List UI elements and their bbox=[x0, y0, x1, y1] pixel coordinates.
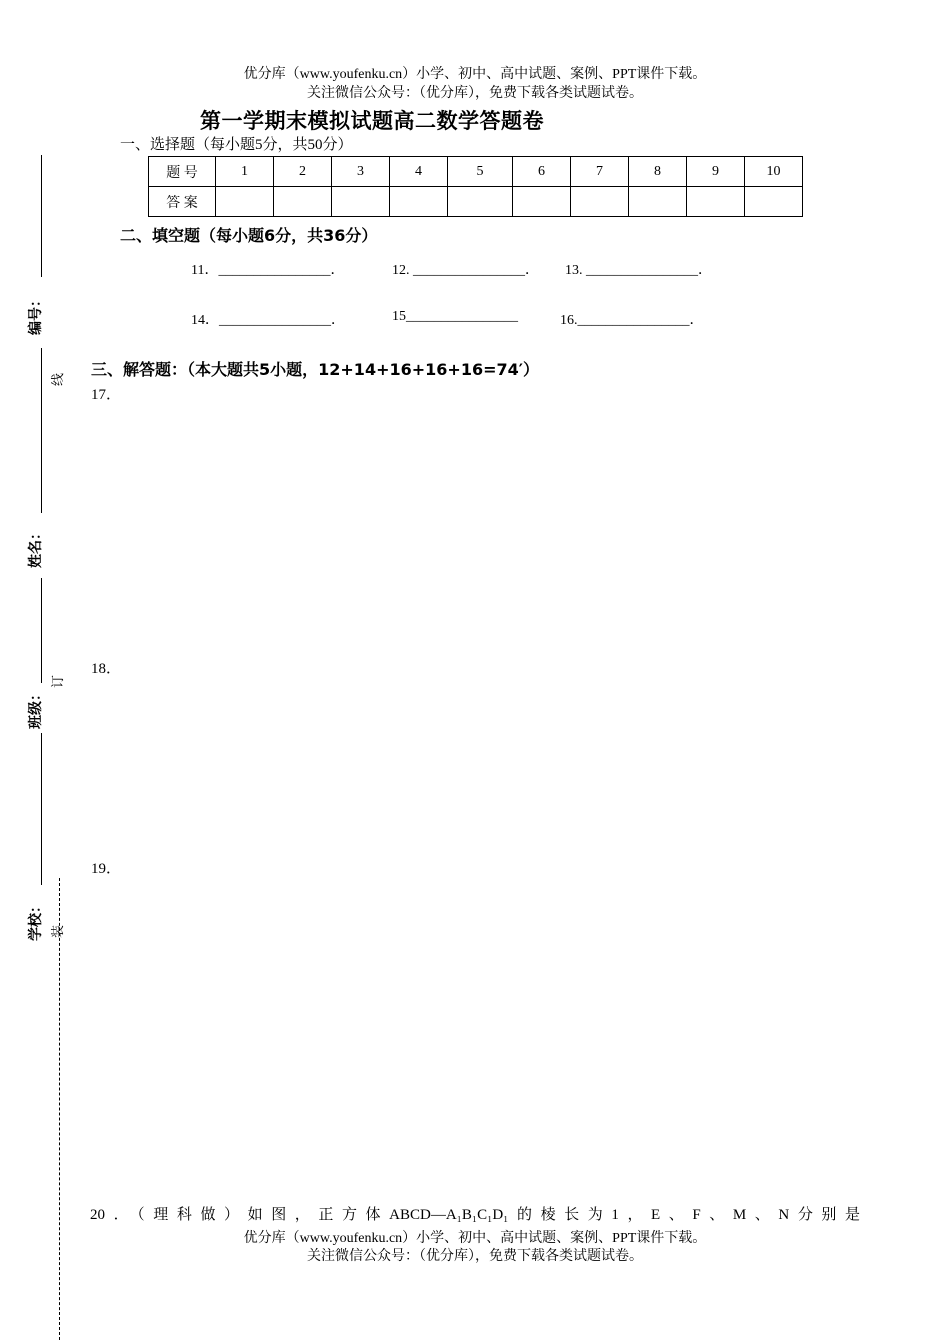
answer-cell[interactable] bbox=[745, 187, 803, 217]
question-number: 3 bbox=[332, 157, 390, 187]
binding-line bbox=[41, 578, 42, 683]
row-label-answer: 答 案 bbox=[149, 187, 216, 217]
answer-cell[interactable] bbox=[448, 187, 513, 217]
page-title: 第一学期末模拟试题高二数学答题卷 bbox=[200, 109, 544, 133]
answer-cell[interactable] bbox=[216, 187, 274, 217]
answer-cell[interactable] bbox=[390, 187, 448, 217]
table-row-answers bbox=[149, 187, 803, 217]
row-label-question: 题 号 bbox=[149, 157, 216, 187]
question-number: 10 bbox=[745, 157, 803, 187]
question-17: 17． bbox=[91, 387, 122, 403]
binding-line bbox=[41, 155, 42, 277]
question-number: 8 bbox=[629, 157, 687, 187]
class-label: 班级： bbox=[28, 687, 44, 729]
school-label: 学校： bbox=[28, 899, 44, 941]
blank-16[interactable]: 16.________________． bbox=[560, 313, 704, 328]
answer-cell[interactable] bbox=[629, 187, 687, 217]
question-number: 9 bbox=[687, 157, 745, 187]
blank-14[interactable]: 14．________________． bbox=[191, 313, 345, 328]
header-line-2: 关注微信公众号：（优分库），免费下载各类试题试卷。 bbox=[307, 86, 643, 101]
footer-line-1: 优分库（www.youfenku.cn）小学、初中、高中试题、案例、PPT课件下载。 bbox=[243, 1231, 707, 1246]
answer-cell[interactable] bbox=[687, 187, 745, 217]
binding-dashed-line bbox=[59, 878, 60, 1340]
ding-mark: 订 bbox=[50, 674, 66, 689]
name-label: 姓名： bbox=[28, 526, 44, 568]
question-number: 4 bbox=[390, 157, 448, 187]
question-20: 20．（理科做）如图，正方体ABCD—A₁B₁C₁D₁的棱长为1，E、F、M、N分别是 bbox=[90, 1207, 860, 1223]
section1-heading: 一、选择题（每小题5分，共50分） bbox=[120, 137, 353, 153]
section2-heading: 二、填空题（每小题6分，共36分） bbox=[120, 226, 378, 245]
zhuang-mark: 装 bbox=[50, 924, 66, 939]
question-19: 19． bbox=[91, 861, 122, 877]
question-number: 7 bbox=[571, 157, 629, 187]
section3-heading: 三、解答题：（本大题共5小题，12+14+16+16+16=74′） bbox=[91, 360, 539, 379]
answer-table bbox=[148, 156, 803, 217]
binding-line bbox=[41, 348, 42, 513]
table-row-numbers bbox=[149, 157, 803, 187]
question-18: 18． bbox=[91, 661, 122, 677]
binding-line bbox=[41, 733, 42, 885]
blank-15[interactable]: 15________________ bbox=[392, 309, 518, 324]
answer-cell[interactable] bbox=[274, 187, 332, 217]
answer-cell[interactable] bbox=[332, 187, 390, 217]
header-line-1: 优分库（www.youfenku.cn）小学、初中、高中试题、案例、PPT课件下载。 bbox=[243, 67, 707, 82]
blank-12[interactable]: 12. ________________． bbox=[392, 263, 539, 278]
line-mark: 线 bbox=[50, 372, 66, 387]
blank-13[interactable]: 13. ________________． bbox=[565, 263, 712, 278]
question-number: 2 bbox=[274, 157, 332, 187]
question-number: 1 bbox=[216, 157, 274, 187]
number-label: 编号： bbox=[28, 293, 44, 335]
answer-cell[interactable] bbox=[513, 187, 571, 217]
question-number: 5 bbox=[448, 157, 513, 187]
answer-cell[interactable] bbox=[571, 187, 629, 217]
footer-line-2: 关注微信公众号：（优分库），免费下载各类试题试卷。 bbox=[307, 1249, 643, 1264]
question-number: 6 bbox=[513, 157, 571, 187]
blank-11[interactable]: 11．________________． bbox=[191, 263, 345, 278]
